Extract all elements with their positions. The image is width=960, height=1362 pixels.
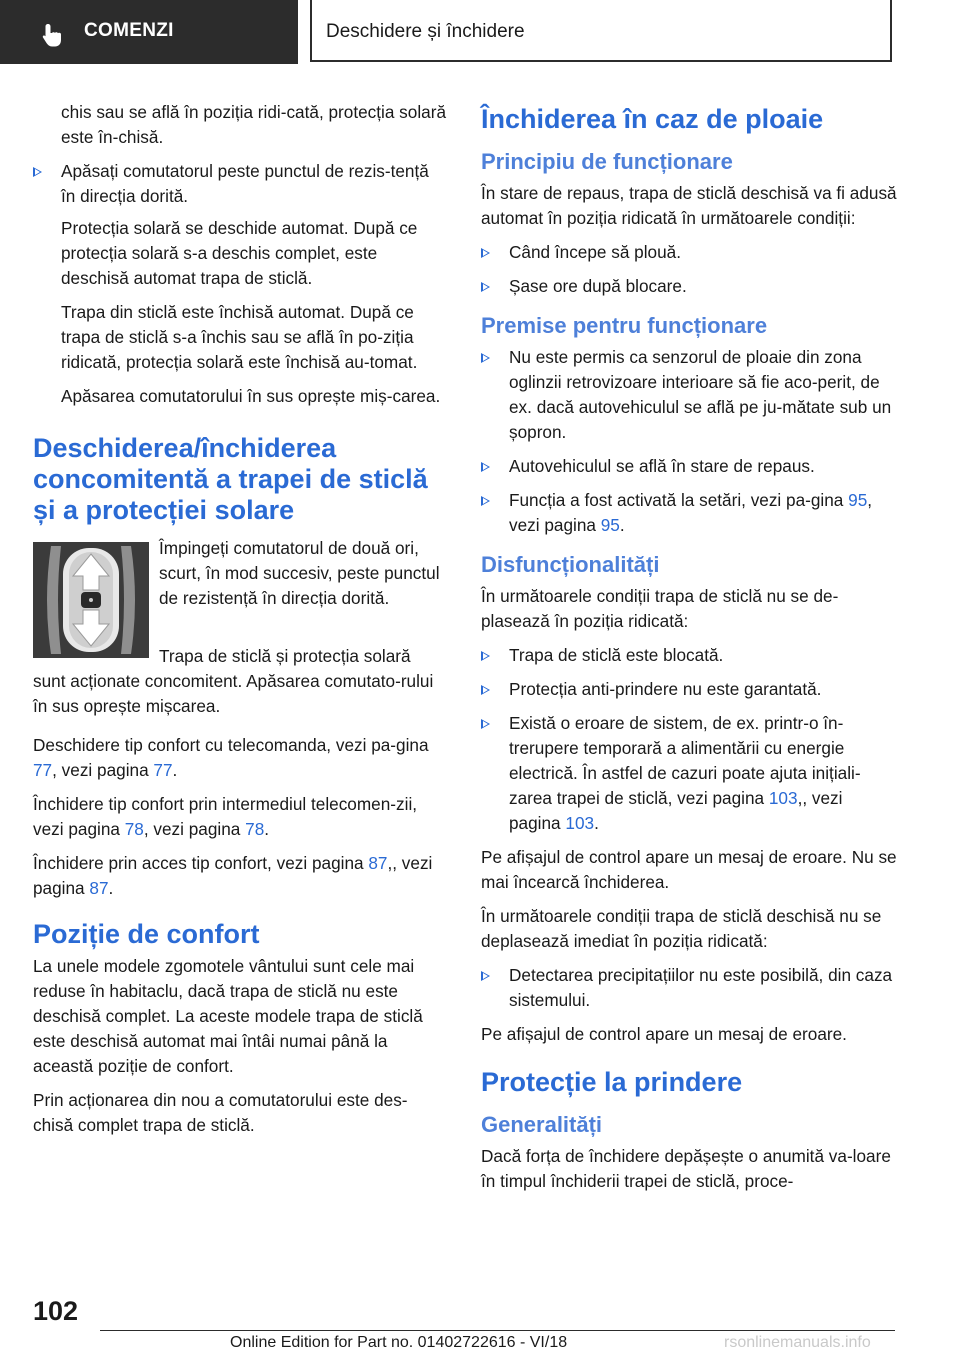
paragraph: Împingeți comutatorul de două ori, scurt, în mod succesiv, peste punctul de rezistență în direcția dorită. <box>159 538 440 608</box>
heading-concomitent: Deschiderea/închiderea concomitentă a trapei de sticlă și a protecției solare <box>33 433 428 525</box>
page-link[interactable]: 78 <box>124 819 144 839</box>
hand-touch-icon <box>40 22 66 48</box>
list-item: Există o eroare de sistem, de ex. printr-o în-trerupere temporară a alimentării cu energie electrică. În astfel de cazuri poate ajuta inițiali-zarea trapei de sticlă, vezi pagina 103,, vezi pagina 103. <box>481 711 897 836</box>
list-item: Apăsați comutatorul peste punctul de rezis-tență în direcția dorită. <box>33 159 447 209</box>
list-item: Funcția a fost activată la setări, vezi pa-gina 95, vezi pagina 95. <box>481 488 897 538</box>
paragraph: Protecția solară se deschide automat. După ce protecția solară s-a deschis complet, este deschisă automat trapa de sticlă. <box>61 218 418 288</box>
bullet-triangle-icon <box>481 462 490 472</box>
right-column <box>481 100 897 1203</box>
bullet-triangle-icon <box>481 719 490 729</box>
roof-switch-illustration <box>33 542 149 658</box>
continued-paragraph: chis sau se află în poziția ridi-cată, protecția solară este în-chisă. <box>61 102 446 147</box>
page-link[interactable]: 103 <box>565 813 595 833</box>
bullet-triangle-icon <box>33 167 42 177</box>
watermark-text: rsonlinemanuals.info <box>724 1334 871 1351</box>
page-link[interactable]: 95 <box>600 515 620 535</box>
list-item: Detectarea precipitațiilor nu este posibilă, din caza sistemului. <box>481 963 897 1013</box>
paragraph: Pe afișajul de control apare un mesaj de eroare. <box>481 1024 847 1044</box>
list-item: Nu este permis ca senzorul de ploaie din zona oglinzii retrovizoare interioare să fie aco-perit, de ex. dacă autovehiculul se află pe ju-mătate sub un șopron. <box>481 345 897 445</box>
paragraph: Pe afișajul de control apare un mesaj de eroare. Nu se mai încearcă închiderea. <box>481 847 897 892</box>
paragraph: Trapa din sticlă este închisă automat. După ce trapa de sticlă s-a închis sau se află în po-ziția ridicată, protecția solară este închisă au-tomat. <box>61 302 418 372</box>
paragraph: La unele modele zgomotele vântului sunt cele mai reduse în habitaclu, dacă trapa de sticlă nu este deschisă complet. La aceste modele trapa de sticlă este deschisă automat mai întâi numai până la această poziție de confort. <box>33 956 423 1076</box>
page-link[interactable]: 87 <box>89 878 109 898</box>
paragraph: Dacă forța de închidere depășește o anumită va-loare în timpul închiderii trapei de sticlă, proce- <box>481 1146 891 1191</box>
header-section-title: COMENZI <box>84 20 174 41</box>
page-link[interactable]: 103 <box>768 788 798 808</box>
paragraph: Prin acționarea din nou a comutatorului este des-chisă complet trapa de sticlă. <box>33 1090 408 1135</box>
left-column <box>33 100 447 1147</box>
comfort-open-ref: Deschidere tip confort cu telecomanda, vezi pa-gina 77, vezi pagina 77. <box>33 735 429 780</box>
list-item: Șase ore după blocare. <box>481 274 897 299</box>
bullet-triangle-icon <box>481 651 490 661</box>
paragraph: În următoarele condiții trapa de sticlă deschisă nu se deplasează imediat în poziția ridicată: <box>481 906 882 951</box>
header-chapter-title: Deschidere și închidere <box>326 21 525 42</box>
bullet-triangle-icon <box>481 496 490 506</box>
list-item: Trapa de sticlă este blocată. <box>481 643 897 668</box>
page-number: 102 <box>33 1296 79 1326</box>
page-link[interactable]: 95 <box>848 490 868 510</box>
page-link[interactable]: 77 <box>33 760 53 780</box>
paragraph: Trapa de sticlă și protecția solară sunt acționate concomitent. Apăsarea comutato-rului în sus oprește mișcarea. <box>33 646 434 716</box>
paragraph: În următoarele condiții trapa de sticlă nu se de-plasează în poziția ridicată: <box>481 586 839 631</box>
bullet-triangle-icon <box>481 685 490 695</box>
comfort-close-ref: Închidere tip confort prin intermediul telecomen-zii, vezi pagina 78, vezi pagina 78. <box>33 794 418 839</box>
header-chapter-box <box>312 0 892 62</box>
header-section-tab <box>0 0 298 64</box>
comfort-access-ref: Închidere prin acces tip confort, vezi pagina 87,, vezi pagina 87. <box>33 853 433 898</box>
heading-pinch-protection: Protecție la prindere <box>481 1067 743 1097</box>
heading-general: Generalități <box>481 1112 603 1137</box>
heading-comfort-position: Poziție de confort <box>33 919 260 949</box>
footer-divider <box>100 1330 895 1331</box>
page-link[interactable]: 87 <box>368 853 388 873</box>
page-link[interactable]: 77 <box>153 760 173 780</box>
paragraph: În stare de repaus, trapa de sticlă deschisă va fi adusă automat în poziția ridicată în următoarele condiții: <box>481 183 897 228</box>
heading-principle: Principiu de funcționare <box>481 149 733 174</box>
bullet-triangle-icon <box>481 971 490 981</box>
footer-edition: Online Edition for Part no. 01402722616 - VI/18 <box>230 1334 568 1351</box>
list-item: Autovehiculul se află în stare de repaus. <box>481 454 897 479</box>
heading-premise: Premise pentru funcționare <box>481 313 768 338</box>
bullet-triangle-icon <box>481 353 490 363</box>
bullet-triangle-icon <box>481 282 490 292</box>
paragraph: Apăsarea comutatorului în sus oprește miș-carea. <box>61 386 441 406</box>
figure-block <box>33 536 447 654</box>
list-item: Protecția anti-prindere nu este garantată. <box>481 677 897 702</box>
list-item: Când începe să plouă. <box>481 240 897 265</box>
heading-rain-closing: Închiderea în caz de ploaie <box>481 104 824 134</box>
heading-malfunctions: Disfuncționalități <box>481 552 660 577</box>
page-link[interactable]: 78 <box>245 819 265 839</box>
bullet-triangle-icon <box>481 248 490 258</box>
